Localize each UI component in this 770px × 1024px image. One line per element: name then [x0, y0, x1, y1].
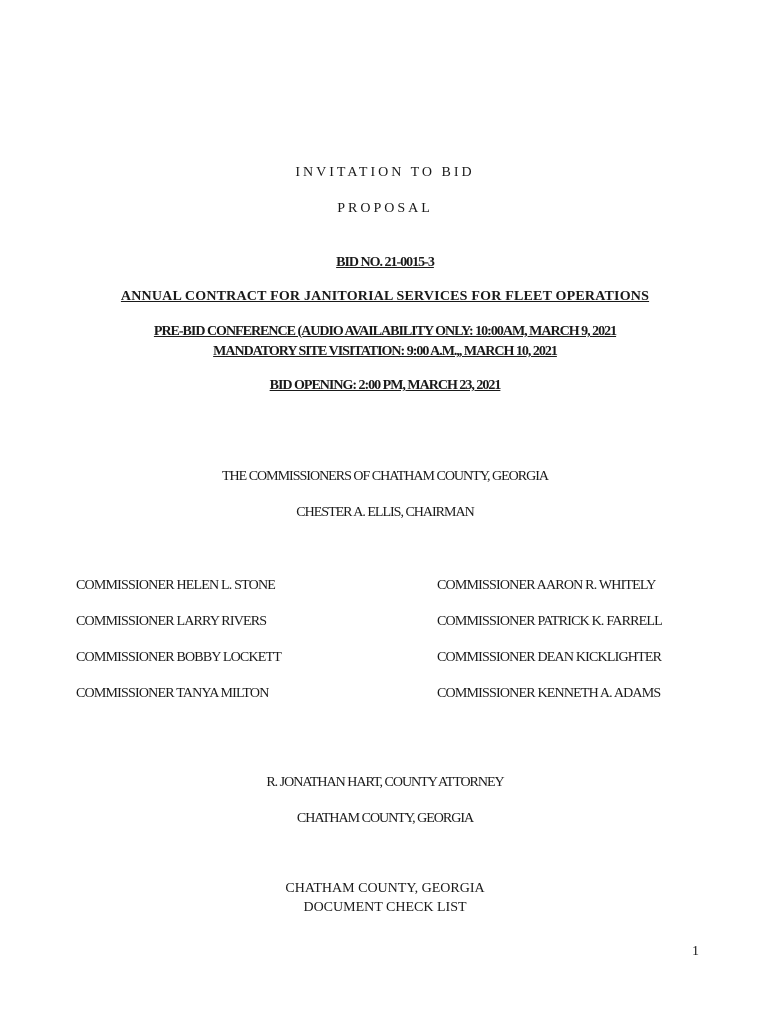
checklist-county: CHATHAM COUNTY, GEORGIA [285, 881, 485, 896]
chairman: CHESTER A. ELLIS, CHAIRMAN [296, 505, 474, 520]
commissioner-right-1: COMMISSIONER AARON R. WHITELY [437, 578, 656, 593]
contract-title: ANNUAL CONTRACT FOR JANITORIAL SERVICES FOR FLEET OPERATIONS [120, 289, 650, 304]
attorney-location: CHATHAM COUNTY, GEORGIA [296, 811, 474, 826]
bid-number: BID NO. 21-0015-3 [336, 255, 434, 270]
board-heading: THE COMMISSIONERS OF CHATHAM COUNTY, GEORGIA [222, 469, 548, 484]
checklist-title: DOCUMENT CHECK LIST [303, 900, 467, 915]
county-attorney: R. JONATHAN HART, COUNTY ATTORNEY [266, 775, 504, 790]
document-subtitle: PROPOSAL [337, 201, 433, 216]
commissioner-left-2: COMMISSIONER LARRY RIVERS [76, 614, 267, 629]
commissioner-right-4: COMMISSIONER KENNETH A. ADAMS [437, 686, 661, 701]
page-number: 1 [692, 944, 699, 959]
bid-opening: BID OPENING: 2:00 PM, MARCH 23, 2021 [269, 378, 501, 393]
commissioner-right-2: COMMISSIONER PATRICK K. FARRELL [437, 614, 662, 629]
document-title: INVITATION TO BID [295, 165, 475, 180]
pre-bid-conference: PRE-BID CONFERENCE (AUDIO AVAILABILITY ONLY: 10:00AM, MARCH 9, 2021 [153, 324, 617, 339]
commissioner-left-3: COMMISSIONER BOBBY LOCKETT [76, 650, 282, 665]
commissioner-left-1: COMMISSIONER HELEN L. STONE [76, 578, 276, 593]
commissioner-left-4: COMMISSIONER TANYA MILTON [76, 686, 269, 701]
mandatory-site-visitation: MANDATORY SITE VISITATION: 9:00 A.M.,, MARCH 10, 2021 [213, 344, 557, 359]
commissioner-right-3: COMMISSIONER DEAN KICKLIGHTER [437, 650, 662, 665]
